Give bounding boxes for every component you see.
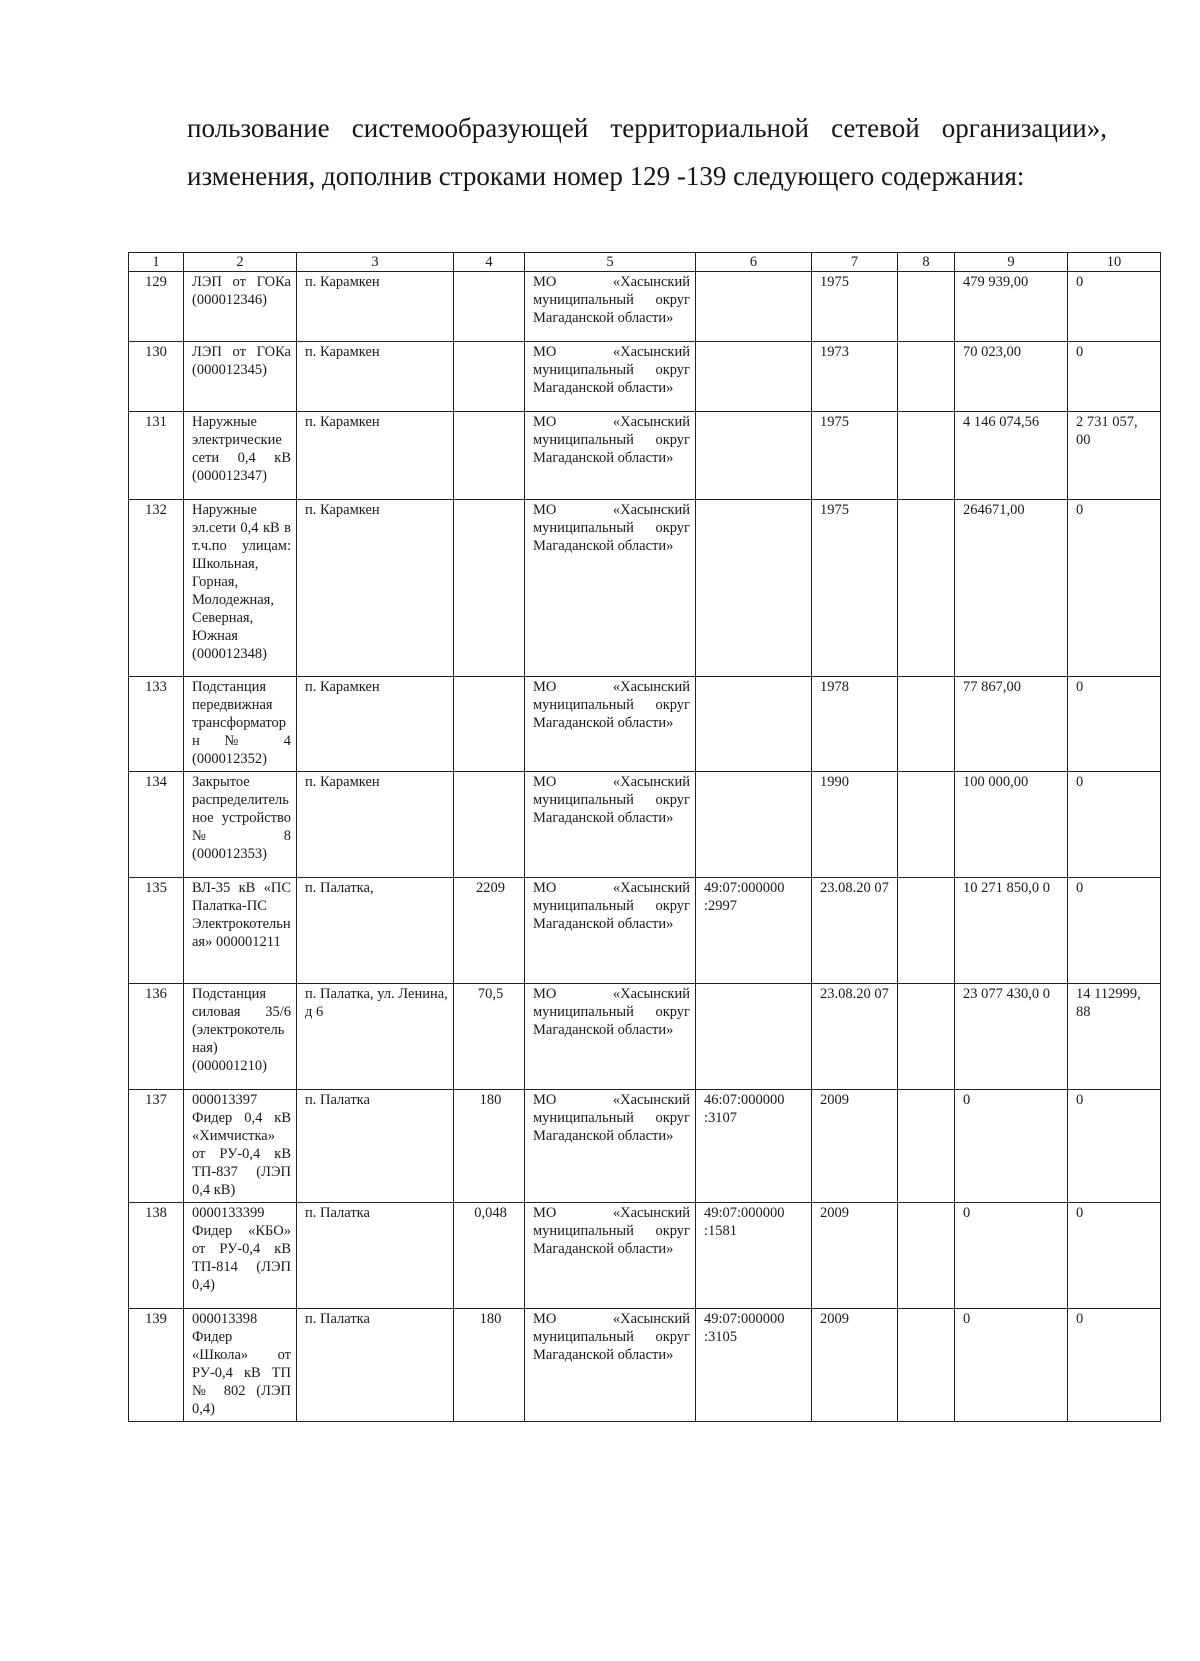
column-8 bbox=[898, 1203, 955, 1309]
table-row bbox=[129, 772, 1161, 878]
column-8 bbox=[898, 772, 955, 878]
cadastral-number bbox=[696, 500, 812, 677]
table-row bbox=[129, 677, 1161, 772]
row-number: 136 bbox=[129, 984, 184, 1090]
object-name: ЛЭП от ГОКа (000012345) bbox=[184, 342, 297, 412]
book-value: 100 000,00 bbox=[955, 772, 1068, 878]
object-address: п. Карамкен bbox=[297, 412, 454, 500]
object-name: 000013397 Фидер 0,4 кВ «Химчистка» от РУ-0,4 кВ ТП-837 (ЛЭП 0,4 кВ) bbox=[184, 1090, 297, 1203]
book-value: 0 bbox=[955, 1203, 1068, 1309]
object-address: п. Палатка, ул. Ленина, д 6 bbox=[297, 984, 454, 1090]
commission-date: 2009 bbox=[812, 1203, 898, 1309]
column-header-9: 9 bbox=[955, 253, 1068, 272]
book-value: 264671,00 bbox=[955, 500, 1068, 677]
book-value: 70 023,00 bbox=[955, 342, 1068, 412]
row-number: 130 bbox=[129, 342, 184, 412]
commission-date: 2009 bbox=[812, 1309, 898, 1422]
row-number: 132 bbox=[129, 500, 184, 677]
column-8 bbox=[898, 342, 955, 412]
column-header-8: 8 bbox=[898, 253, 955, 272]
commission-date: 1975 bbox=[812, 412, 898, 500]
object-address: п. Палатка bbox=[297, 1203, 454, 1309]
residual-value: 2 731 057, 00 bbox=[1068, 412, 1161, 500]
object-address: п. Палатка, bbox=[297, 878, 454, 984]
residual-value: 0 bbox=[1068, 772, 1161, 878]
row-number: 133 bbox=[129, 677, 184, 772]
column-header-2: 2 bbox=[184, 253, 297, 272]
row-number: 137 bbox=[129, 1090, 184, 1203]
column-8 bbox=[898, 412, 955, 500]
residual-value: 0 bbox=[1068, 1090, 1161, 1203]
table-row bbox=[129, 1309, 1161, 1422]
object-name: Подстанция передвижная трансформаторн № 4 (000012352) bbox=[184, 677, 297, 772]
table-row bbox=[129, 1090, 1161, 1203]
row-number: 135 bbox=[129, 878, 184, 984]
object-name: 0000133399 Фидер «КБО» от РУ-0,4 кВ ТП-814 (ЛЭП 0,4) bbox=[184, 1203, 297, 1309]
column-8 bbox=[898, 984, 955, 1090]
object-address: п. Палатка bbox=[297, 1309, 454, 1422]
column-header-5: 5 bbox=[525, 253, 696, 272]
column-8 bbox=[898, 878, 955, 984]
object-size bbox=[454, 500, 525, 677]
cadastral-number: 49:07:000000 :1581 bbox=[696, 1203, 812, 1309]
commission-date: 1975 bbox=[812, 272, 898, 342]
owner: МО «Хасынский муниципальный округ Магаданской области» bbox=[525, 984, 696, 1090]
residual-value: 0 bbox=[1068, 878, 1161, 984]
owner: МО «Хасынский муниципальный округ Магаданской области» bbox=[525, 1090, 696, 1203]
commission-date: 23.08.20 07 bbox=[812, 984, 898, 1090]
object-size bbox=[454, 772, 525, 878]
owner: МО «Хасынский муниципальный округ Магаданской области» bbox=[525, 1203, 696, 1309]
object-size bbox=[454, 342, 525, 412]
cadastral-number bbox=[696, 342, 812, 412]
table-body bbox=[129, 272, 1161, 1422]
owner: МО «Хасынский муниципальный округ Магаданской области» bbox=[525, 772, 696, 878]
table-row bbox=[129, 1203, 1161, 1309]
intro-paragraph bbox=[187, 104, 1107, 200]
table-row bbox=[129, 342, 1161, 412]
object-size: 2209 bbox=[454, 878, 525, 984]
residual-value: 0 bbox=[1068, 342, 1161, 412]
object-address: п. Палатка bbox=[297, 1090, 454, 1203]
object-address: п. Карамкен bbox=[297, 772, 454, 878]
object-name: Наружные эл.сети 0,4 кВ в т.ч.по улицам: Школьная, Горная, Молодежная, Северная, Южная (000012348) bbox=[184, 500, 297, 677]
residual-value: 0 bbox=[1068, 1309, 1161, 1422]
object-size bbox=[454, 272, 525, 342]
table-row bbox=[129, 984, 1161, 1090]
object-address: п. Карамкен bbox=[297, 500, 454, 677]
book-value: 0 bbox=[955, 1309, 1068, 1422]
column-header-3: 3 bbox=[297, 253, 454, 272]
intro-line-1: пользование системообразующей территориальной сетевой организации», bbox=[187, 113, 1107, 143]
residual-value: 0 bbox=[1068, 677, 1161, 772]
property-register-table bbox=[128, 252, 1161, 1422]
object-size: 70,5 bbox=[454, 984, 525, 1090]
cadastral-number bbox=[696, 272, 812, 342]
book-value: 23 077 430,0 0 bbox=[955, 984, 1068, 1090]
table-row bbox=[129, 500, 1161, 677]
object-name: ВЛ-35 кВ «ПС Палатка-ПС Электрокотельная» 000001211 bbox=[184, 878, 297, 984]
object-address: п. Карамкен bbox=[297, 272, 454, 342]
column-header-7: 7 bbox=[812, 253, 898, 272]
table-row bbox=[129, 272, 1161, 342]
object-size bbox=[454, 677, 525, 772]
row-number: 139 bbox=[129, 1309, 184, 1422]
residual-value: 0 bbox=[1068, 500, 1161, 677]
intro-line-2: изменения, дополнив строками номер 129 -139 следующего содержания: bbox=[187, 161, 1025, 191]
commission-date: 2009 bbox=[812, 1090, 898, 1203]
residual-value: 0 bbox=[1068, 272, 1161, 342]
object-size bbox=[454, 412, 525, 500]
object-name: Наружные электрические сети 0,4 кВ (000012347) bbox=[184, 412, 297, 500]
owner: МО «Хасынский муниципальный округ Магаданской области» bbox=[525, 878, 696, 984]
object-name: Подстанция силовая 35/6 (электрокотельная) (000001210) bbox=[184, 984, 297, 1090]
cadastral-number bbox=[696, 677, 812, 772]
object-size: 0,048 bbox=[454, 1203, 525, 1309]
column-header-6: 6 bbox=[696, 253, 812, 272]
book-value: 0 bbox=[955, 1090, 1068, 1203]
owner: МО «Хасынский муниципальный округ Магаданской области» bbox=[525, 677, 696, 772]
book-value: 479 939,00 bbox=[955, 272, 1068, 342]
owner: МО «Хасынский муниципальный округ Магаданской области» bbox=[525, 500, 696, 677]
owner: МО «Хасынский муниципальный округ Магаданской области» bbox=[525, 342, 696, 412]
object-address: п. Карамкен bbox=[297, 677, 454, 772]
cadastral-number bbox=[696, 772, 812, 878]
commission-date: 1973 bbox=[812, 342, 898, 412]
commission-date: 23.08.20 07 bbox=[812, 878, 898, 984]
column-8 bbox=[898, 1090, 955, 1203]
cadastral-number bbox=[696, 412, 812, 500]
object-address: п. Карамкен bbox=[297, 342, 454, 412]
cadastral-number: 49:07:000000 :2997 bbox=[696, 878, 812, 984]
book-value: 4 146 074,56 bbox=[955, 412, 1068, 500]
cadastral-number: 46:07:000000 :3107 bbox=[696, 1090, 812, 1203]
owner: МО «Хасынский муниципальный округ Магаданской области» bbox=[525, 1309, 696, 1422]
row-number: 134 bbox=[129, 772, 184, 878]
object-size: 180 bbox=[454, 1090, 525, 1203]
object-size: 180 bbox=[454, 1309, 525, 1422]
owner: МО «Хасынский муниципальный округ Магаданской области» bbox=[525, 272, 696, 342]
commission-date: 1978 bbox=[812, 677, 898, 772]
object-name: 000013398 Фидер «Школа» от РУ-0,4 кВ ТП № 802 (ЛЭП 0,4) bbox=[184, 1309, 297, 1422]
row-number: 131 bbox=[129, 412, 184, 500]
column-header-4: 4 bbox=[454, 253, 525, 272]
book-value: 10 271 850,0 0 bbox=[955, 878, 1068, 984]
object-name: Закрытое распределительное устройство № 8 (000012353) bbox=[184, 772, 297, 878]
row-number: 129 bbox=[129, 272, 184, 342]
residual-value: 0 bbox=[1068, 1203, 1161, 1309]
column-8 bbox=[898, 1309, 955, 1422]
commission-date: 1990 bbox=[812, 772, 898, 878]
residual-value: 14 112999, 88 bbox=[1068, 984, 1161, 1090]
column-8 bbox=[898, 272, 955, 342]
table-row bbox=[129, 412, 1161, 500]
cadastral-number bbox=[696, 984, 812, 1090]
commission-date: 1975 bbox=[812, 500, 898, 677]
column-8 bbox=[898, 500, 955, 677]
owner: МО «Хасынский муниципальный округ Магаданской области» bbox=[525, 412, 696, 500]
column-header-1: 1 bbox=[129, 253, 184, 272]
column-header-10: 10 bbox=[1068, 253, 1161, 272]
row-number: 138 bbox=[129, 1203, 184, 1309]
column-number-row bbox=[129, 253, 1161, 272]
table-row bbox=[129, 878, 1161, 984]
object-name: ЛЭП от ГОКа (000012346) bbox=[184, 272, 297, 342]
column-8 bbox=[898, 677, 955, 772]
book-value: 77 867,00 bbox=[955, 677, 1068, 772]
cadastral-number: 49:07:000000 :3105 bbox=[696, 1309, 812, 1422]
